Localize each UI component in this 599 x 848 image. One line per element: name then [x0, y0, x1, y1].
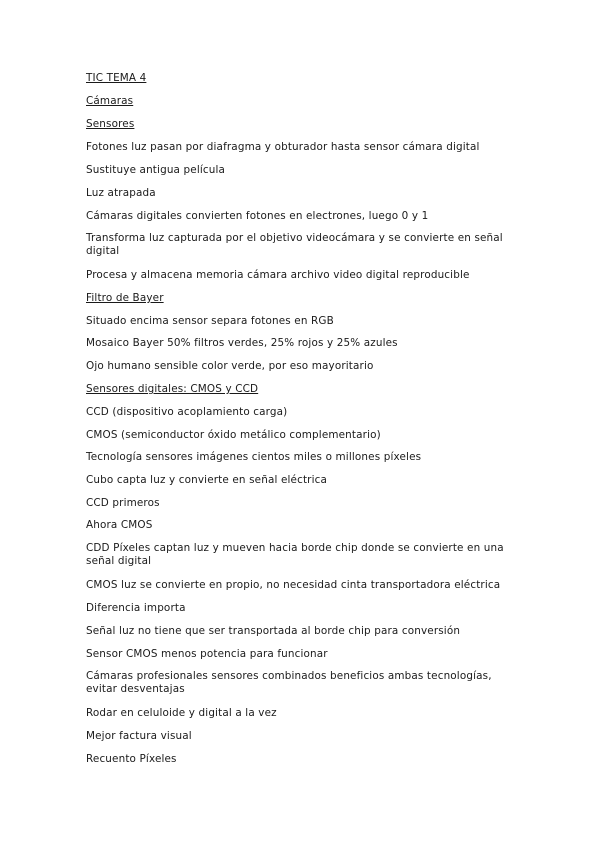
text-line: Tecnología sensores imágenes cientos miles o millones píxeles	[86, 451, 422, 463]
text-line: Cubo capta luz y convierte en señal eléctrica	[86, 474, 328, 486]
section-heading: Sensores	[86, 118, 135, 130]
text-line: Sustituye antigua película	[86, 164, 226, 176]
text-line: CDD Píxeles captan luz y mueven hacia borde chip donde se convierte en una señal digital	[86, 542, 504, 567]
text-line: Ojo humano sensible color verde, por eso mayoritario	[86, 360, 374, 372]
text-line: CMOS (semiconductor óxido metálico complementario)	[86, 429, 381, 441]
text-line: Situado encima sensor separa fotones en RGB	[86, 315, 334, 327]
section-heading: Sensores digitales: CMOS y CCD	[86, 383, 259, 395]
section-heading: Filtro de Bayer	[86, 292, 164, 304]
text-line: Mejor factura visual	[86, 730, 192, 742]
text-line: Diferencia importa	[86, 602, 186, 614]
text-line: Señal luz no tiene que ser transportada al borde chip para conversión	[86, 625, 461, 637]
text-line: CCD primeros	[86, 497, 160, 509]
text-line: Transforma luz capturada por el objetivo videocámara y se convierte en señal digital	[86, 232, 503, 257]
text-line: Sensor CMOS menos potencia para funcionar	[86, 648, 328, 660]
text-line: Procesa y almacena memoria cámara archivo video digital reproducible	[86, 269, 470, 281]
section-heading: Cámaras	[86, 95, 134, 107]
text-line: CCD (dispositivo acoplamiento carga)	[86, 406, 288, 418]
text-line: Cámaras digitales convierten fotones en electrones, luego 0 y 1	[86, 210, 429, 222]
text-line: Fotones luz pasan por diafragma y obturador hasta sensor cámara digital	[86, 141, 480, 153]
text-line: Mosaico Bayer 50% filtros verdes, 25% rojos y 25% azules	[86, 337, 398, 349]
text-line: Ahora CMOS	[86, 519, 153, 531]
text-line: Recuento Píxeles	[86, 753, 177, 765]
text-line: CMOS luz se convierte en propio, no necesidad cinta transportadora eléctrica	[86, 579, 501, 591]
section-heading: TIC TEMA 4	[86, 72, 147, 84]
text-line: Cámaras profesionales sensores combinados beneficios ambas tecnologías, evitar desventajas	[86, 670, 492, 695]
text-line: Rodar en celuloide y digital a la vez	[86, 707, 277, 719]
text-line: Luz atrapada	[86, 187, 156, 199]
